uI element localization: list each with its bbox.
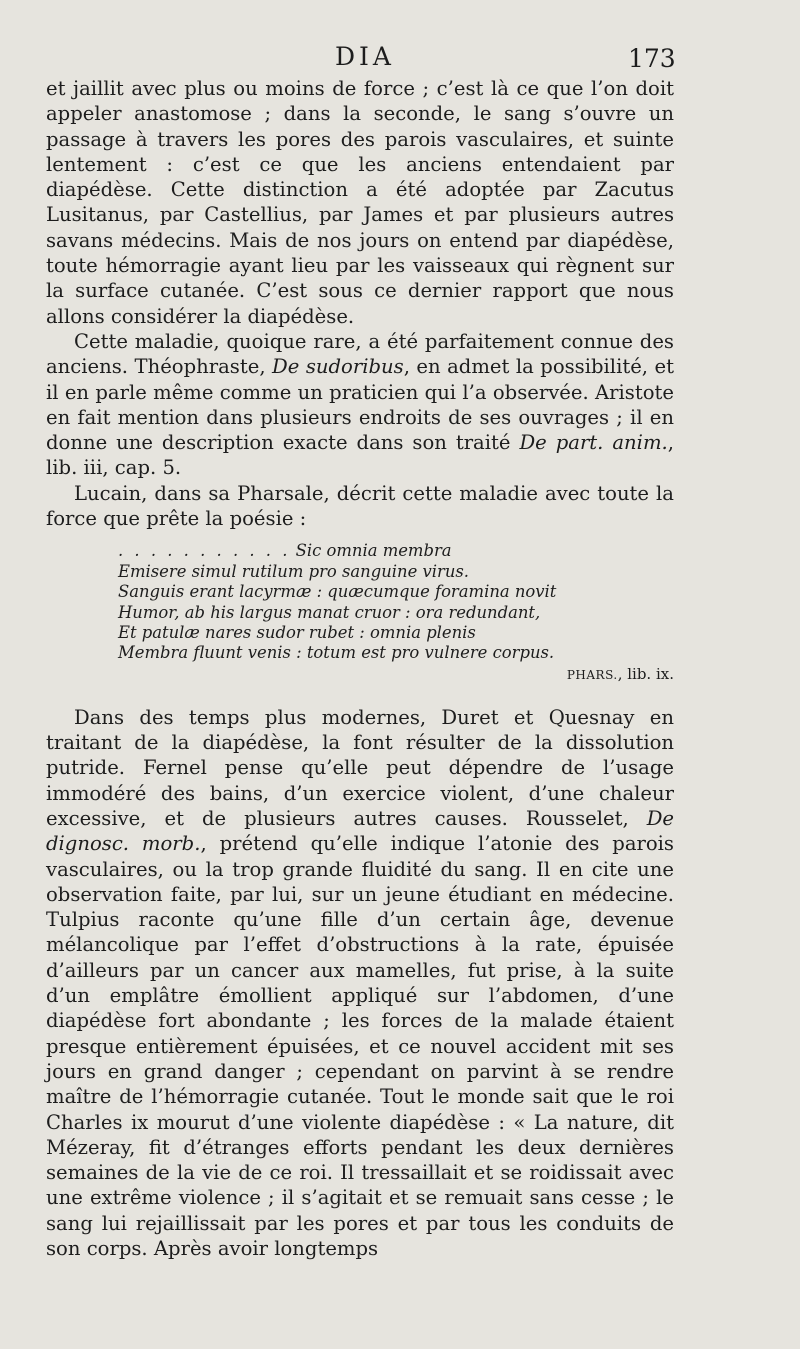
body-text <box>46 76 674 1261</box>
source-book: , lib. ix. <box>617 664 674 683</box>
paragraph2-text-3: , lib. iii, cap. 5. <box>46 431 674 480</box>
ellipsis-dots: . . . . . . . . . . . <box>118 541 291 561</box>
verse-line-5: Et patulæ nares sudor rubet : omnia plenis <box>118 622 476 642</box>
page-number: 173 <box>628 44 676 73</box>
verse-quotation <box>118 541 674 684</box>
quote-source <box>118 664 674 685</box>
running-title: DIA <box>335 42 395 71</box>
verse-line-1-text: Sic omnia membra <box>295 541 452 561</box>
verse-line-2: Emisere simul rutilum pro sanguine virus. <box>118 561 469 581</box>
paragraph-modern-authors <box>46 705 674 1262</box>
source-work: PHARS. <box>566 667 618 682</box>
verse-line-1 <box>118 541 674 561</box>
paragraph4-text-2: , prétend qu’elle indique l’atonie des parois vasculaires, ou la trop grande fluidité du sang. Il en cite une observation faite, par lui, sur un jeune étudiant en médecine. Tulpius raconte qu’une fille d’un certain âge, devenue mélancolique par l’effet d’obstructions à la rate, épuisée d’ailleurs par un cancer aux mamelles, fut prise, à la suite d’un emplâtre émollient appliqué sur l’abdomen, d’une diapédèse fort abondante ; les forces de la malade étaient presque entièrement épuisées, et ce nouvel accident mit ses jours en grand danger ; cependant on parvint à se rendre maître de l’hémorragie cutanée. Tout le monde sait que le roi Charles ix mourut d’une violente diapédèse : « La nature, dit Mézeray, fit d’étranges efforts pendant les deux dernières semaines de la vie de ce roi. Il tressaillait et se roidissait avec une extrême violence ; il s’agitait et se remuait sans cesse ; le sang lui rejaillissait par les pores et par tous les conduits de son corps. Après avoir longtemps <box>46 832 674 1261</box>
verse-line-3: Sanguis erant lacyrmæ : quæcumque foramina novit <box>118 582 557 602</box>
work-title-de-sudoribus: De sudoribus <box>272 355 404 379</box>
paragraph-theophraste <box>46 329 674 481</box>
work-title-de-part-anim: De part. anim. <box>519 431 668 455</box>
paragraph-lucain: Lucain, dans sa Pharsale, décrit cette maladie avec toute la force que prête la poésie : <box>46 481 674 531</box>
work-title-de-dignosc-morb: De dignosc. morb. <box>46 806 674 856</box>
paragraph2-text-1: Cette maladie, quoique rare, a été parfaitement connue des anciens. Théophraste, <box>46 329 674 379</box>
paragraph-continuation: et jaillit avec plus ou moins de force ; c’est là ce que l’on doit appeler anastomose ; dans la seconde, le sang s’ouvre un passage à travers les pores des parois vasculaires, et suinte lentement : c’est ce que les anciens entendaient par diapédèse. Cette distinction a été adoptée par Zacutus Lusitanus, par Castellius, par James et par plusieurs autres savans médecins. Mais de nos jours on entend par diapédèse, toute hémorragie ayant lieu par les vaisseaux qui règnent sur la surface cutanée. C’est sous ce dernier rapport que nous allons considérer la diapédèse. <box>46 77 674 328</box>
verse-line-6: Membra fluunt venis : totum est pro vulnere corpus. <box>118 643 555 663</box>
verse-line-4: Humor, ab his largus manat cruor : ora redundant, <box>118 602 541 622</box>
page-header <box>0 42 800 76</box>
paragraph2-text-2: , en admet la possibilité, et il en parle même comme un praticien qui l’a observée. Aristote en fait mention dans plusieurs endroits de ses ouvrages ; il en donne une description exacte dans son traité <box>46 355 674 455</box>
paragraph4-text-1: Dans des temps plus modernes, Duret et Quesnay en traitant de la diapédèse, la font résulter de la dissolution putride. Fernel pense qu’elle peut dépendre de l’usage immodéré des bains, d’un exercice violent, d’une chaleur excessive, et de plusieurs autres causes. Rousselet, <box>46 705 674 830</box>
